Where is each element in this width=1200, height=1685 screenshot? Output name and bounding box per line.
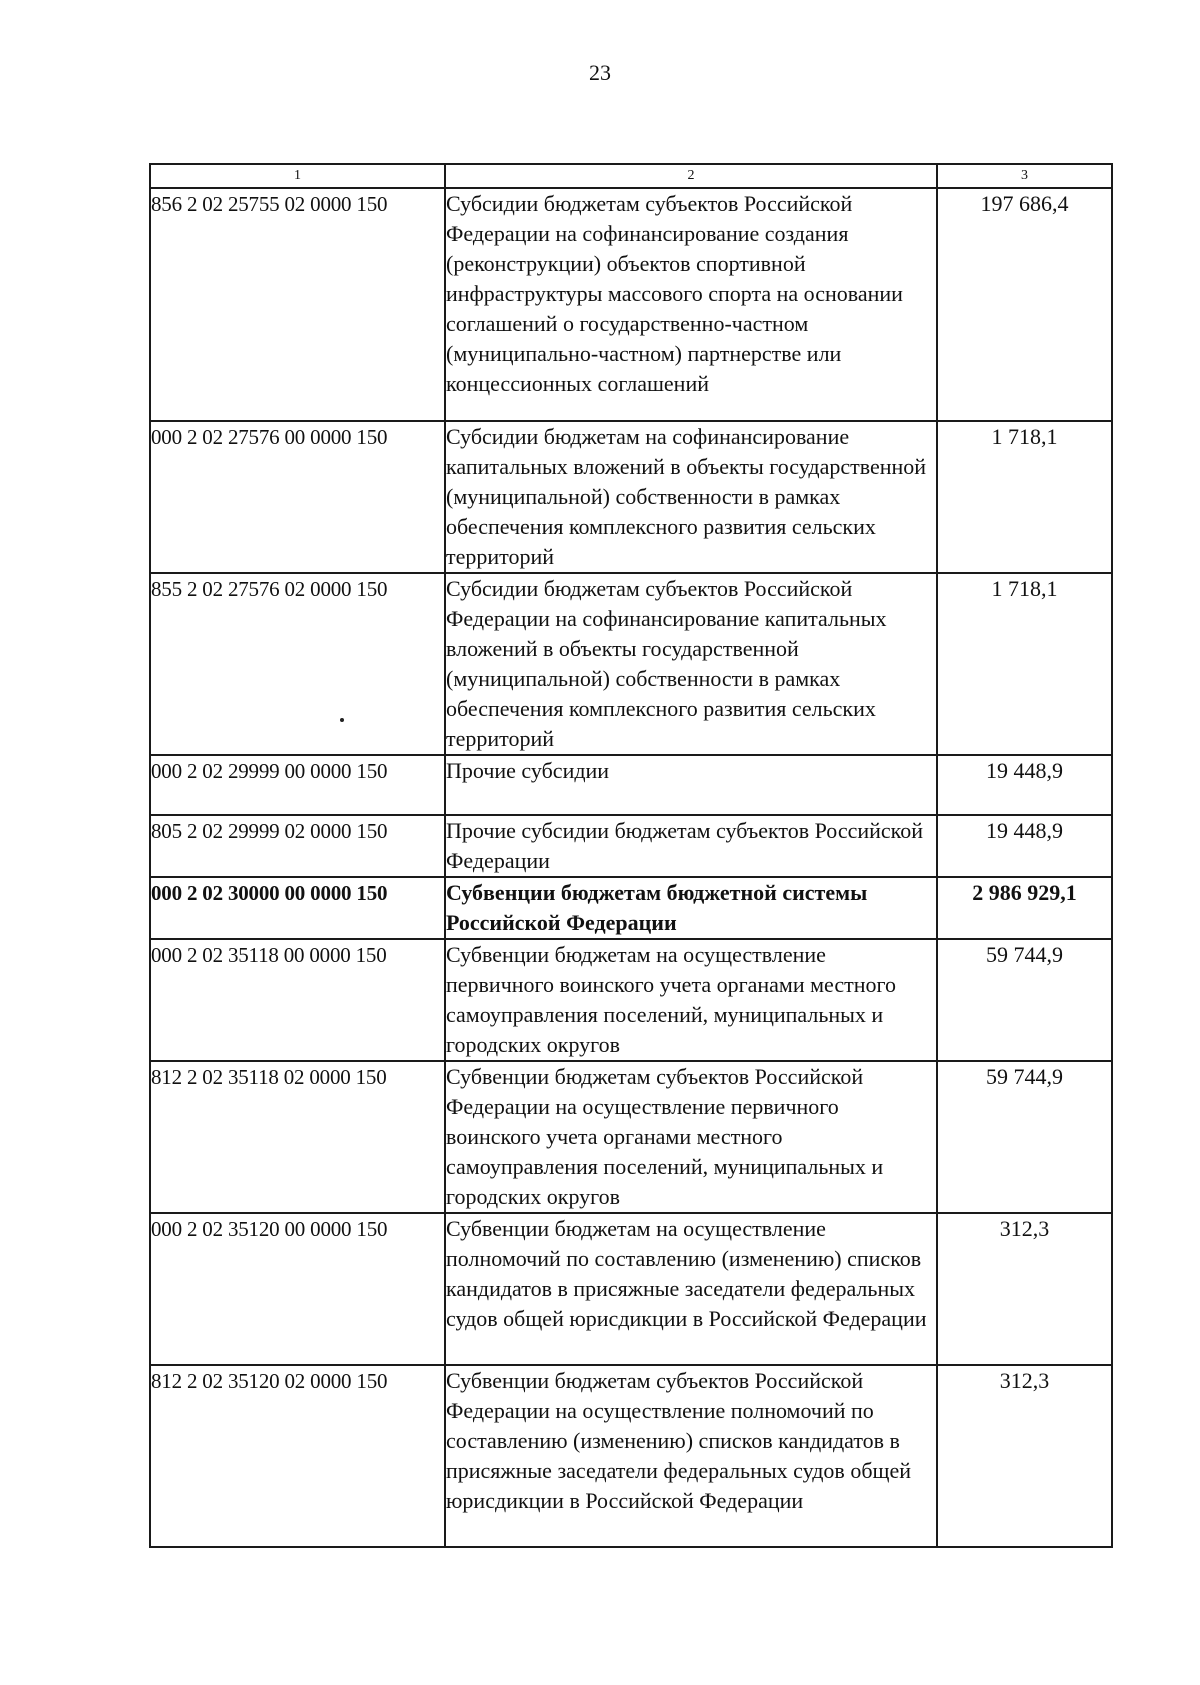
table-row: [150, 939, 1112, 1061]
table-row: [150, 755, 1112, 815]
row-amount: 312,3: [937, 1365, 1112, 1547]
row-code: 000 2 02 35120 00 0000 150: [150, 1213, 445, 1365]
row-code: 856 2 02 25755 02 0000 150: [150, 188, 445, 421]
row-code: 812 2 02 35120 02 0000 150: [150, 1365, 445, 1547]
row-amount: 312,3: [937, 1213, 1112, 1365]
page-number: 23: [589, 60, 611, 85]
table-row: [150, 815, 1112, 877]
table-header-row: [150, 164, 1112, 188]
row-amount: 19 448,9: [937, 815, 1112, 877]
table-body: [150, 188, 1112, 1547]
row-amount: 2 986 929,1: [937, 877, 1112, 939]
row-description: Субсидии бюджетам субъектов Российской Федерации на софинансирование создания (реконструкции) объектов спортивной инфраструктуры массового спорта на основании соглашений о государственно-частном (муниципально-частном) партнерстве или концессионных соглашений: [445, 188, 937, 421]
table-row: [150, 1061, 1112, 1213]
row-description: Субвенции бюджетам бюджетной системы Российской Федерации: [445, 877, 937, 939]
row-description: Субвенции бюджетам субъектов Российской Федерации на осуществление первичного воинского учета органами местного самоуправления поселений, муниципальных и городских округов: [445, 1061, 937, 1213]
row-code: 000 2 02 29999 00 0000 150: [150, 755, 445, 815]
column-header-2: 2: [445, 164, 937, 188]
table-row: [150, 573, 1112, 755]
table-row: [150, 421, 1112, 573]
row-amount: 197 686,4: [937, 188, 1112, 421]
row-code: 855 2 02 27576 02 0000 150: [150, 573, 445, 755]
row-description: Субвенции бюджетам на осуществление полномочий по составлению (изменению) списков кандидатов в присяжные заседатели федеральных судов общей юрисдикции в Российской Федерации: [445, 1213, 937, 1365]
row-amount: 1 718,1: [937, 421, 1112, 573]
row-amount: 19 448,9: [937, 755, 1112, 815]
row-description: Субсидии бюджетам субъектов Российской Федерации на софинансирование капитальных вложений в объекты государственной (муниципальной) собственности в рамках обеспечения комплексного развития сельских территорий: [445, 573, 937, 755]
table-row: [150, 877, 1112, 939]
row-code: 000 2 02 27576 00 0000 150: [150, 421, 445, 573]
row-description: Субвенции бюджетам на осуществление первичного воинского учета органами местного самоуправления поселений, муниципальных и городских округов: [445, 939, 937, 1061]
scan-speck: [340, 718, 344, 722]
row-description: Прочие субсидии: [445, 755, 937, 815]
row-amount: 1 718,1: [937, 573, 1112, 755]
row-code: 000 2 02 35118 00 0000 150: [150, 939, 445, 1061]
row-description: Субсидии бюджетам на софинансирование капитальных вложений в объекты государственной (муниципальной) собственности в рамках обеспечения комплексного развития сельских территорий: [445, 421, 937, 573]
row-amount: 59 744,9: [937, 1061, 1112, 1213]
budget-table: [149, 163, 1113, 1548]
row-amount: 59 744,9: [937, 939, 1112, 1061]
row-code: 812 2 02 35118 02 0000 150: [150, 1061, 445, 1213]
column-header-1: 1: [150, 164, 445, 188]
table-row: [150, 1213, 1112, 1365]
table-row: [150, 1365, 1112, 1547]
table-row: [150, 188, 1112, 421]
column-header-3: 3: [937, 164, 1112, 188]
table-header: [150, 164, 1112, 188]
row-code: 805 2 02 29999 02 0000 150: [150, 815, 445, 877]
row-description: Прочие субсидии бюджетам субъектов Российской Федерации: [445, 815, 937, 877]
row-description: Субвенции бюджетам субъектов Российской Федерации на осуществление полномочий по составлению (изменению) списков кандидатов в присяжные заседатели федеральных судов общей юрисдикции в Российской Федерации: [445, 1365, 937, 1547]
row-code: 000 2 02 30000 00 0000 150: [150, 877, 445, 939]
